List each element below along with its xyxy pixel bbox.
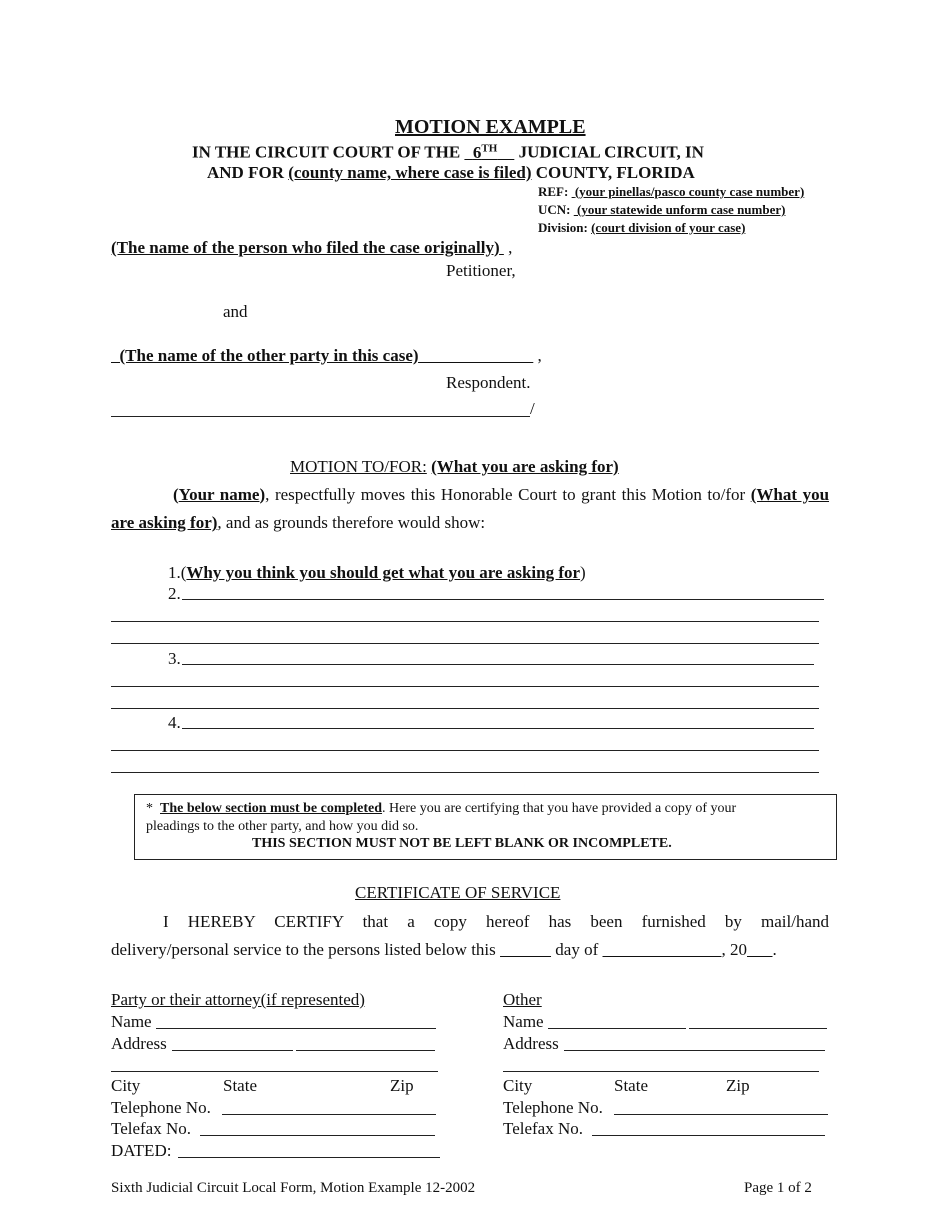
court-line-1-suffix: JUDICIAL CIRCUIT, IN: [518, 142, 704, 162]
ucn-label: UCN:: [538, 202, 571, 217]
other-column-heading: Other: [503, 990, 542, 1009]
certificate-text-1: I HEREBY CERTIFY that a copy hereof has been furnished by mail/hand: [163, 912, 829, 931]
motion-body: [111, 481, 829, 537]
respondent-line: [111, 346, 542, 366]
case-style-underline: [111, 416, 530, 417]
other-name-field[interactable]: [548, 1028, 686, 1029]
petitioner-label: Petitioner,: [446, 261, 516, 280]
motion-body-text: , respectfully moves this Honorable Court to grant this Motion to/for: [265, 485, 746, 504]
circuit-number: 6TH: [472, 142, 498, 162]
certificate-heading: CERTIFICATE OF SERVICE: [355, 883, 561, 902]
other-address-field-2[interactable]: [503, 1071, 819, 1072]
item-3-number: 3.: [168, 649, 181, 668]
other-zip-label: Zip: [726, 1076, 750, 1095]
party-address-field-3[interactable]: [111, 1071, 438, 1072]
party-address-label: Address: [111, 1034, 167, 1053]
ref-line: [538, 184, 804, 200]
item-4-number: 4.: [168, 713, 181, 732]
other-address-label: Address: [503, 1034, 559, 1053]
dated-field[interactable]: [178, 1157, 440, 1158]
item-2-number: 2.: [168, 584, 181, 603]
item-4-line: [182, 728, 814, 729]
other-name-field-2[interactable]: [689, 1028, 827, 1029]
notice-line-2: pleadings to the other party, and how you did so.: [146, 819, 419, 834]
other-name-label: Name: [503, 1012, 544, 1031]
certificate-text-2b: day of: [555, 940, 599, 959]
notice-line-1: [146, 801, 736, 817]
division-value: (court division of your case): [591, 220, 746, 235]
case-style-slash: /: [530, 399, 535, 418]
party-column-heading: Party or their attorney(if represented): [111, 990, 365, 1009]
petitioner-line: [111, 238, 512, 258]
item-2-line-2: [111, 621, 819, 622]
footer-form-name: Sixth Judicial Circuit Local Form, Motion Example 12-2002: [111, 1180, 476, 1196]
party-address-field[interactable]: [172, 1050, 293, 1051]
petitioner-comma: ,: [508, 238, 513, 257]
county-placeholder: (county name, where case is filed): [288, 163, 532, 182]
party-city-label: City: [111, 1076, 141, 1095]
certificate-text-2: [111, 940, 777, 960]
respondent-name: (The name of the other party in this case): [119, 346, 419, 365]
your-name-placeholder: Your name: [178, 485, 260, 504]
dated-label: DATED:: [111, 1141, 172, 1160]
other-telephone-label: Telephone No.: [503, 1098, 603, 1117]
asking-for-placeholder: (What you are asking for): [111, 485, 830, 532]
item-3-line-3: [111, 708, 819, 709]
motion-heading-prefix: MOTION TO/FOR:: [290, 457, 427, 476]
item-2-line-3: [111, 643, 819, 644]
respondent-label: Respondent.: [446, 373, 531, 392]
party-state-label: State: [223, 1076, 257, 1095]
other-city-label: City: [503, 1076, 533, 1095]
footer-page-number: Page 1 of 2: [744, 1180, 812, 1196]
certificate-text-2a: delivery/personal service to the persons listed below this: [111, 940, 496, 959]
certificate-month-blank[interactable]: [603, 940, 722, 959]
petitioner-name: (The name of the person who filed the case originally): [111, 238, 500, 257]
motion-heading: [290, 457, 619, 477]
item-3-line: [182, 664, 814, 665]
division-line: [538, 220, 745, 236]
party-telefax-label: Telefax No.: [111, 1119, 191, 1138]
party-name-field[interactable]: [156, 1028, 436, 1029]
item-4-line-3: [111, 772, 819, 773]
court-line-1-prefix: IN THE CIRCUIT COURT OF THE: [192, 142, 461, 162]
motion-heading-value: (What you are asking for): [431, 457, 619, 476]
party-address-field-2[interactable]: [296, 1050, 435, 1051]
ref-value: (your pinellas/pasco county case number): [574, 184, 805, 199]
division-label: Division:: [538, 220, 588, 235]
item-1-number: 1.(: [168, 563, 187, 582]
notice-warning: THIS SECTION MUST NOT BE LEFT BLANK OR INCOMPLETE.: [252, 836, 672, 851]
item-1: [168, 563, 586, 583]
court-line-2: [207, 163, 695, 183]
motion-body-close: ): [259, 485, 266, 504]
party-name-label: Name: [111, 1012, 152, 1031]
party-telephone-label: Telephone No.: [111, 1098, 211, 1117]
item-2-line: [182, 599, 824, 600]
other-telefax-field[interactable]: [592, 1135, 825, 1136]
certificate-year-blank[interactable]: [747, 940, 773, 959]
certificate-text-2d: .: [772, 940, 777, 959]
document-title: MOTION EXAMPLE: [395, 116, 586, 138]
motion-body-text-2: , and as grounds therefore would show:: [217, 513, 486, 532]
party-telefax-field[interactable]: [200, 1135, 435, 1136]
ucn-value: (your statewide unform case number): [577, 202, 786, 217]
other-telephone-field[interactable]: [614, 1114, 828, 1115]
certificate-day-blank[interactable]: [500, 940, 551, 959]
notice-star: *: [146, 801, 153, 816]
and-text: and: [223, 302, 248, 321]
court-line-2-suffix: COUNTY, FLORIDA: [535, 163, 695, 182]
item-3-line-2: [111, 686, 819, 687]
notice-text: . Here you are certifying that you have provided a copy of your: [382, 801, 737, 816]
notice-bold-text: The below section must be completed: [160, 801, 383, 816]
ref-label: REF:: [538, 184, 569, 199]
ucn-line: [538, 202, 785, 218]
party-telephone-field[interactable]: [222, 1114, 436, 1115]
respondent-comma: ,: [537, 346, 542, 365]
item-4-line-2: [111, 750, 819, 751]
item-1-text: Why you think you should get what you are asking for: [186, 563, 581, 582]
other-telefax-label: Telefax No.: [503, 1119, 583, 1138]
certificate-text-2c: , 20: [721, 940, 747, 959]
other-address-field[interactable]: [564, 1050, 825, 1051]
item-1-close: ): [580, 563, 586, 582]
motion-body-open: (: [173, 485, 179, 504]
party-zip-label: Zip: [390, 1076, 414, 1095]
court-line-1: [192, 142, 704, 163]
court-line-2-prefix: AND FOR: [207, 163, 284, 182]
other-state-label: State: [614, 1076, 648, 1095]
